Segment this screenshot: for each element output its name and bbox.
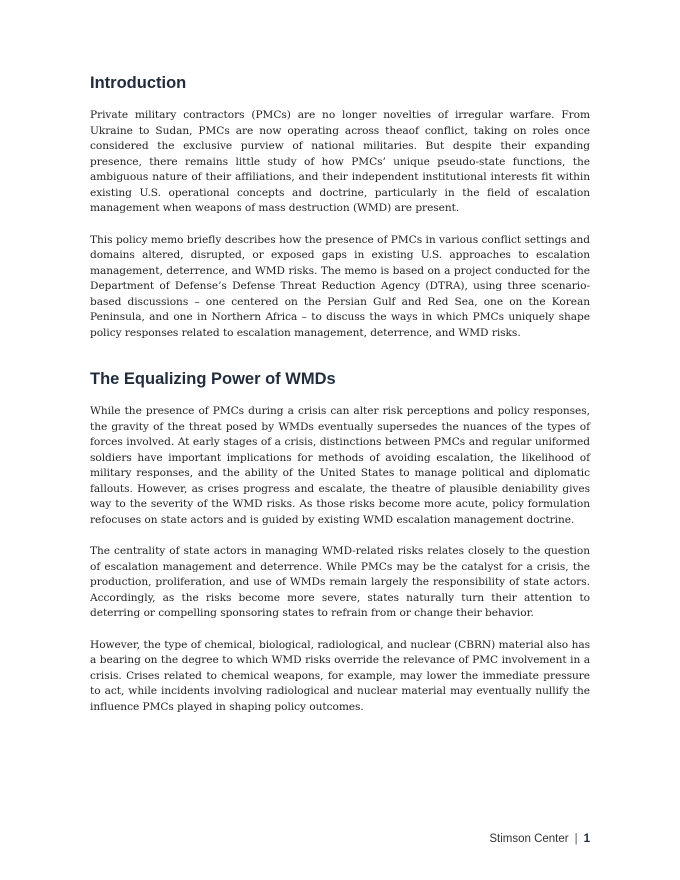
- equalizing-power-section: [90, 367, 590, 715]
- page-number: 1: [583, 833, 590, 845]
- equalizing-power-paragraph-1: While the presence of PMCs during a crisis can alter risk perceptions and policy responses, the gravity of the threat posed by WMDs eventually supersedes the nuances of the types of forces involved. At early stages of a crisis, distinctions between PMCs and regular uniformed soldiers have important implications for methods of avoiding escalation, the likelihood of military responses, and the ability of the United States to manage political and diplomatic fallouts. However, as crises progress and escalate, the theatre of plausible deniability gives way to the severity of the WMD risks. As those risks become more acute, policy formulation refocuses on state actors and is guided by existing WMD escalation management doctrine.: [90, 405, 590, 526]
- footer-separator: |: [574, 833, 578, 845]
- introduction-section: [90, 71, 590, 341]
- document-page: [90, 70, 590, 731]
- footer-organization: Stimson Center: [489, 833, 569, 845]
- equalizing-power-paragraph-2: The centrality of state actors in managing WMD-related risks relates closely to the question of escalation management and deterrence. While PMCs may be the catalyst for a crisis, the production, proliferation, and use of WMDs remain largely the responsibility of state actors. Accordingly, as the risks become more severe, states naturally turn their attention to deterring or compelling sponsoring states to refrain from or change their behavior.: [90, 545, 590, 619]
- equalizing-power-heading: The Equalizing Power of WMDs: [90, 370, 336, 388]
- introduction-paragraph-2: This policy memo briefly describes how the presence of PMCs in various conflict settings and domains altered, disrupted, or exposed gaps in existing U.S. approaches to escalation management, deterrence, and WMD risks. The memo is based on a project conducted for the Department of Defense’s Defense Threat Reduction Agency (DTRA), using three scenario-based discussions – one centered on the Persian Gulf and Red Sea, one on the Korean Peninsula, and one in Northern Africa – to discuss the ways in which PMCs uniquely shape policy responses related to escalation management, deterrence, and WMD risks.: [90, 233, 590, 339]
- introduction-paragraph-1: Private military contractors (PMCs) are no longer novelties of irregular warfare. From Ukraine to Sudan, PMCs are now operating across theaof conflict, taking on roles once considered the exclusive purview of national militaries. But despite their expanding presence, there remains little study of how PMCs’ unique pseudo-state functions, the ambiguous nature of their affiliations, and their independent institutional interests fit within existing U.S. operational concepts and doctrine, particularly in the field of escalation management when weapons of mass destruction (WMD) are present.: [90, 109, 590, 214]
- page-footer: [489, 831, 590, 847]
- equalizing-power-paragraph-3: However, the type of chemical, biological, radiological, and nuclear (CBRN) material also has a bearing on the degree to which WMD risks override the relevance of PMC involvement in a crisis. Crises related to chemical weapons, for example, may lower the immediate pressure to act, while incidents involving radiological and nuclear material may eventually nullify the influence PMCs played in shaping policy outcomes.: [90, 638, 590, 713]
- introduction-heading: Introduction: [90, 74, 187, 92]
